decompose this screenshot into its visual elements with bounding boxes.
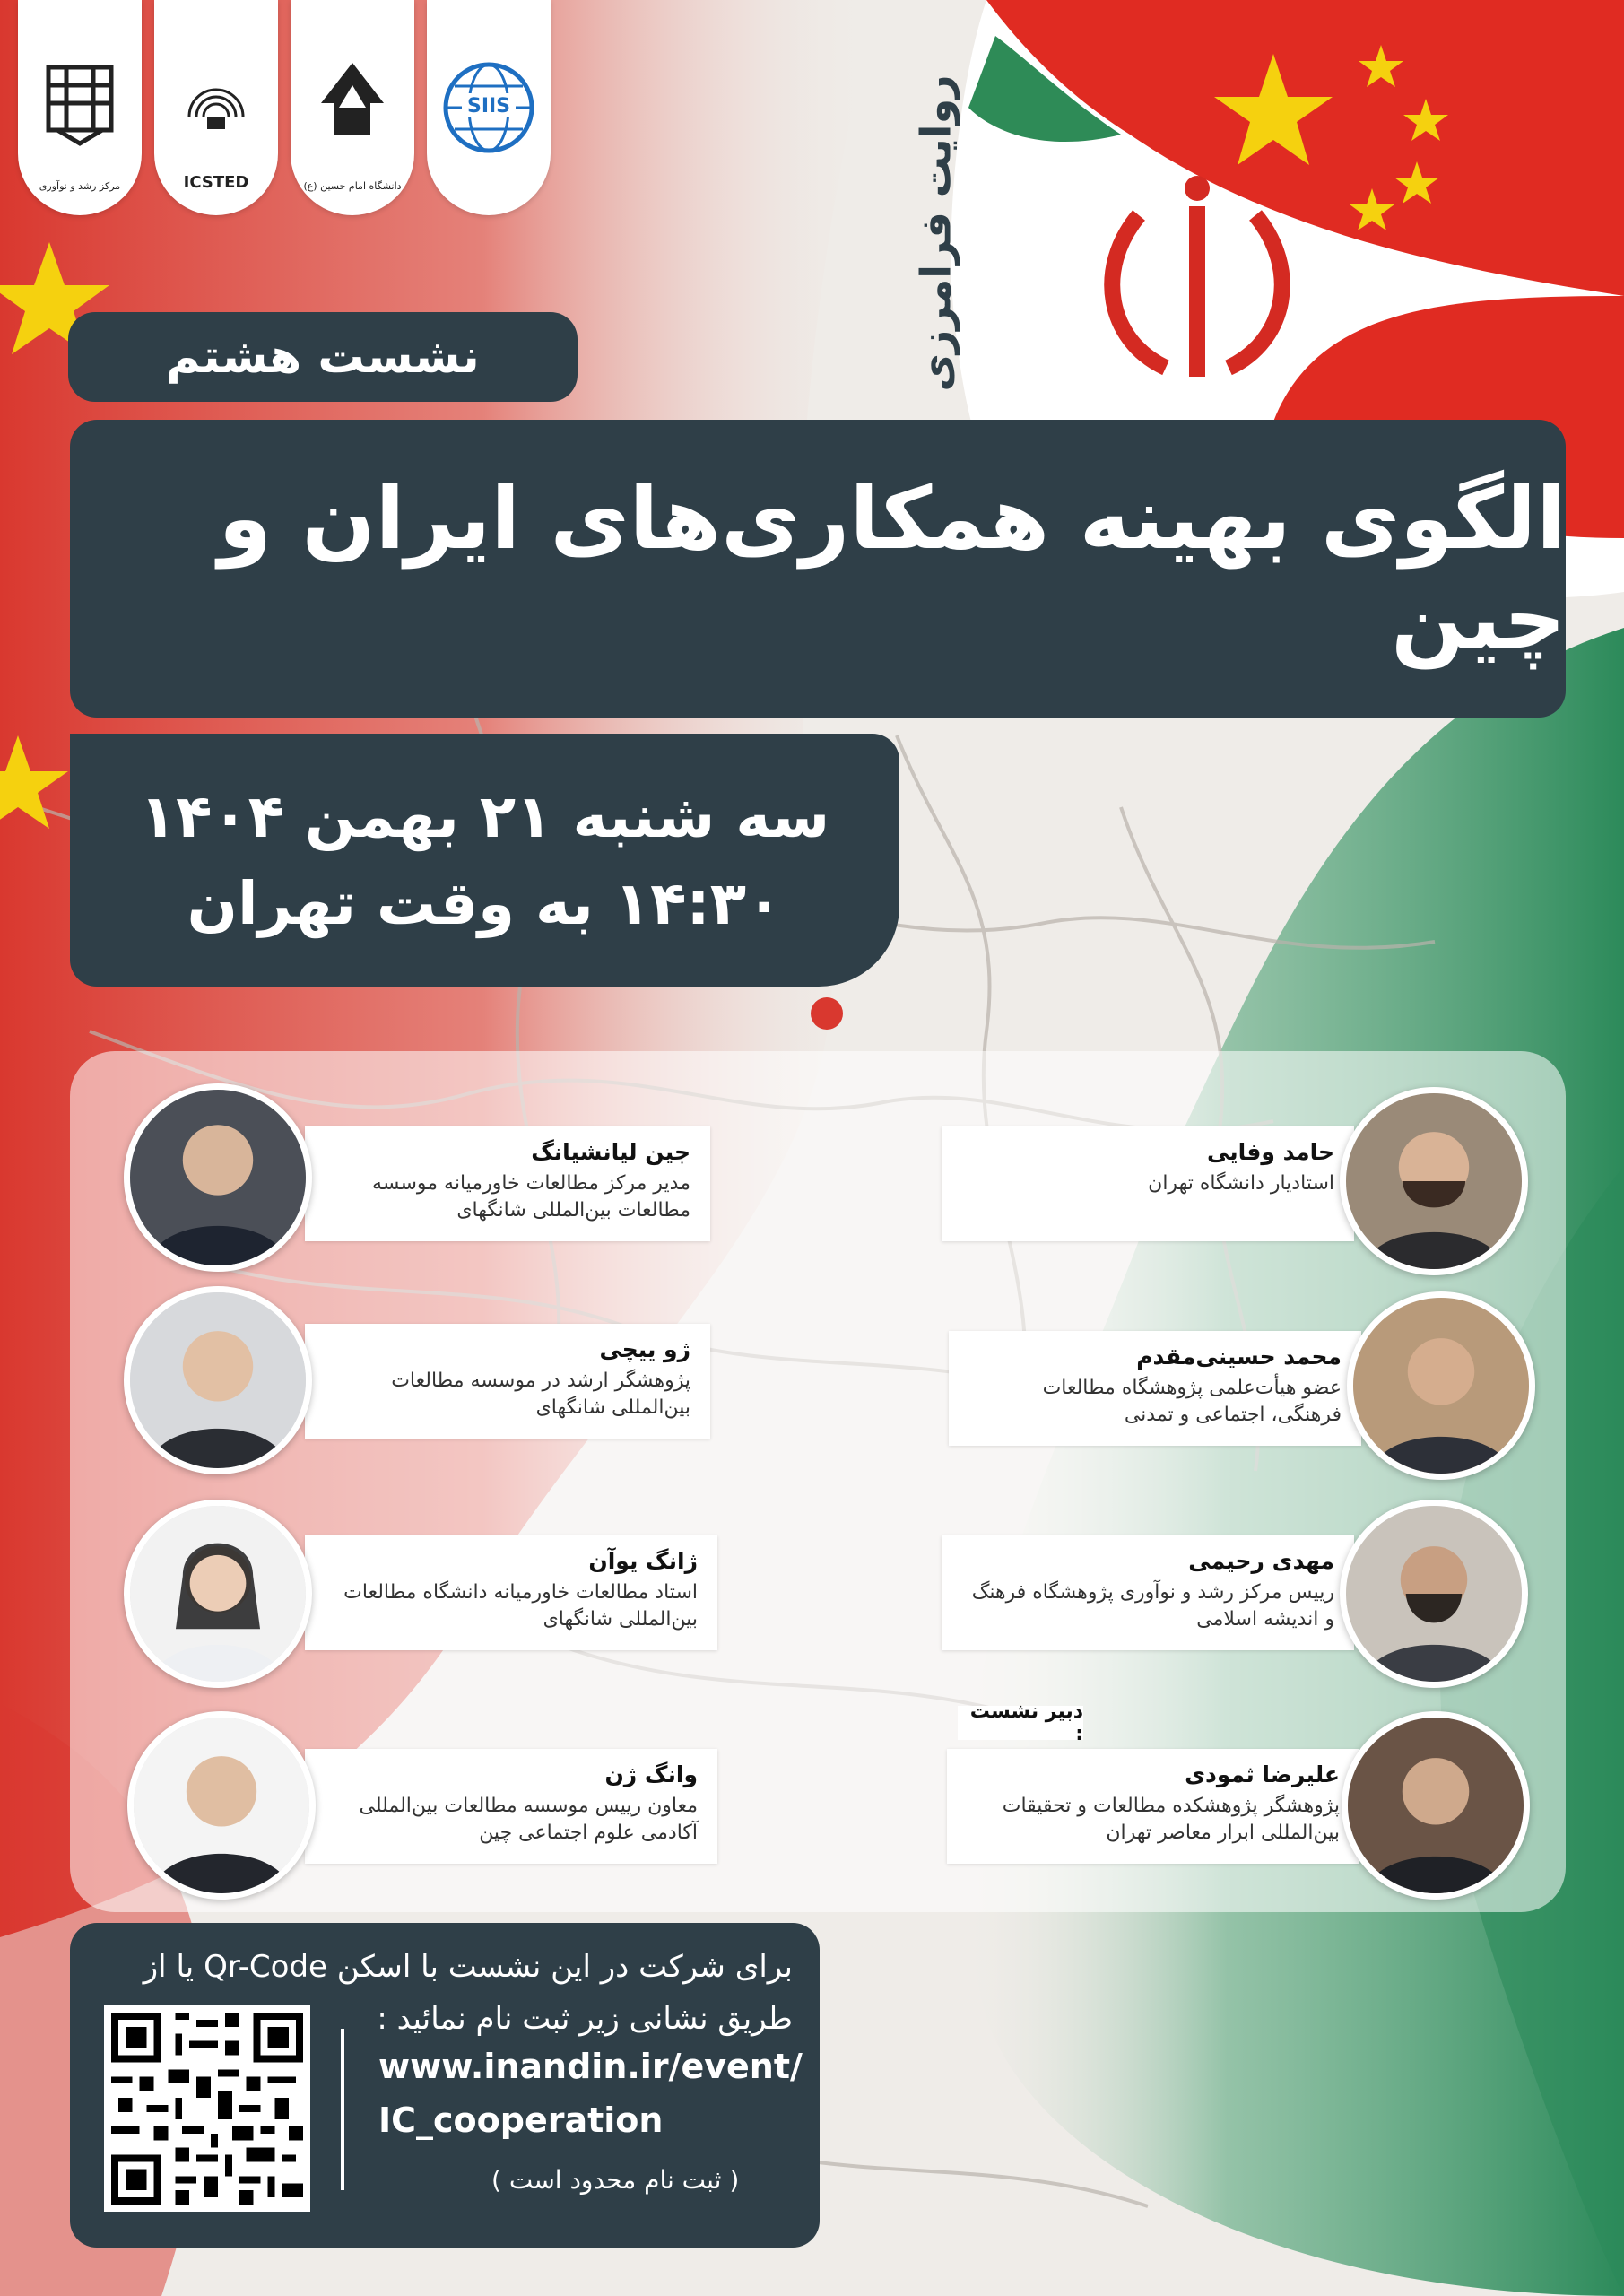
speaker-card-left-1 (305, 1126, 710, 1241)
speaker-role: استاد مطالعات خاورمیانه دانشگاه مطالعات بین‌المللی شانگهای (343, 1581, 698, 1631)
page-title: الگوی بهینه همکاری‌های ایران و چین (70, 420, 1566, 718)
speaker-photo-left-3 (124, 1500, 312, 1688)
registration-qr-code[interactable] (104, 2005, 310, 2212)
qr-code-icon (104, 2005, 310, 2212)
person-icon (1346, 1093, 1522, 1269)
siis-logo-lettering: SIIS (466, 95, 511, 117)
registration-box (70, 1923, 820, 2248)
speaker-name: حامد وفایی (1206, 1139, 1334, 1165)
speaker-photo-left-1 (124, 1083, 312, 1272)
registration-instructions: برای شرکت در این نشست با اسکن Qr-Code یا از طریق نشانی زیر ثبت نام نمائید : (143, 1949, 793, 2037)
speaker-photo-moderator (1342, 1711, 1530, 1900)
logo-card-4 (427, 0, 551, 215)
speaker-role: معاون رییس موسسه مطالعات بین‌المللی آکادمی علوم اجتماعی چین (359, 1795, 698, 1844)
speaker-name: وانگ ژن (604, 1761, 698, 1787)
speaker-role: پژوهشگر پژوهشکده مطالعات و تحقیقات بین‌المللی ابرار معاصر تهران (1002, 1795, 1340, 1844)
imam-hossein-university-logo-icon (299, 54, 406, 161)
person-icon (1346, 1506, 1522, 1682)
moderator-label: دبیر نشست : (958, 1706, 1083, 1740)
speaker-role: استادیار دانشگاه تهران (1148, 1172, 1334, 1195)
speaker-photo-left-2 (124, 1286, 312, 1474)
speaker-card-right-2 (949, 1331, 1361, 1446)
logo-card-2 (154, 0, 278, 215)
logo-caption: ICSTED (183, 173, 249, 192)
person-icon (134, 1718, 309, 1893)
series-label: روایت فرامرزی (912, 74, 961, 392)
speaker-card-left-2 (305, 1324, 710, 1439)
person-icon (130, 1506, 306, 1682)
divider (341, 2029, 344, 2190)
logo-card-3 (291, 0, 414, 215)
logo-caption: مرکز رشد و نوآوری (39, 180, 121, 192)
logo-card-1 (18, 0, 142, 215)
person-icon (130, 1292, 306, 1468)
event-time: ۱۴:۳۰ به وقت تهران (187, 869, 783, 938)
speaker-name: جین لیانشیانگ (531, 1139, 690, 1165)
speaker-card-moderator (947, 1749, 1359, 1864)
speaker-card-left-3 (305, 1535, 717, 1650)
siis-globe-logo-icon (435, 54, 543, 161)
speaker-photo-left-4 (127, 1711, 316, 1900)
speaker-card-left-4 (305, 1749, 717, 1864)
speaker-card-right-3 (942, 1535, 1354, 1650)
person-icon (1353, 1298, 1529, 1474)
person-icon (130, 1090, 306, 1265)
speaker-name: محمد حسینی‌مقدم (1136, 1344, 1342, 1370)
speaker-role: مدیر مرکز مطالعات خاورمیانه موسسه مطالعات بین‌المللی شانگهای (372, 1172, 690, 1222)
limited-registration-note: ( ثبت نام محدود است ) (491, 2165, 740, 2195)
speaker-role: پژوهشگر ارشد در موسسه مطالعات بین‌المللی شانگهای (391, 1370, 690, 1419)
event-date: سه شنبه ۲۱ بهمن ۱۴۰۴ (139, 782, 830, 851)
speaker-photo-right-2 (1347, 1292, 1535, 1480)
speaker-name: مهدی رحیمی (1188, 1548, 1334, 1574)
speaker-role: عضو هیأت‌علمی پژوهشگاه مطالعات فرهنگی، اجتماعی و تمدنی (1042, 1377, 1342, 1426)
speaker-name: علیرضا ثمودی (1185, 1761, 1340, 1787)
speaker-photo-right-3 (1340, 1500, 1528, 1688)
speaker-photo-right-1 (1340, 1087, 1528, 1275)
speaker-role: رییس مرکز رشد و نوآوری پژوهشگاه فرهنگ و اندیشه اسلامی (971, 1581, 1334, 1631)
icsted-logo-icon (162, 54, 270, 161)
logo-caption: دانشگاه امام حسین (ع) (303, 180, 402, 192)
speaker-card-right-1 (942, 1126, 1354, 1241)
speaker-name: ژانگ یوآن (588, 1548, 698, 1574)
session-badge: نشست هشتم (68, 312, 578, 402)
registration-url[interactable]: www.inandin.ir/event/ IC_cooperation (378, 2047, 803, 2140)
event-datetime (70, 734, 899, 987)
speaker-name: ژو ییچی (599, 1336, 690, 1362)
person-icon (1348, 1718, 1524, 1893)
university-knot-logo-icon (26, 54, 134, 161)
